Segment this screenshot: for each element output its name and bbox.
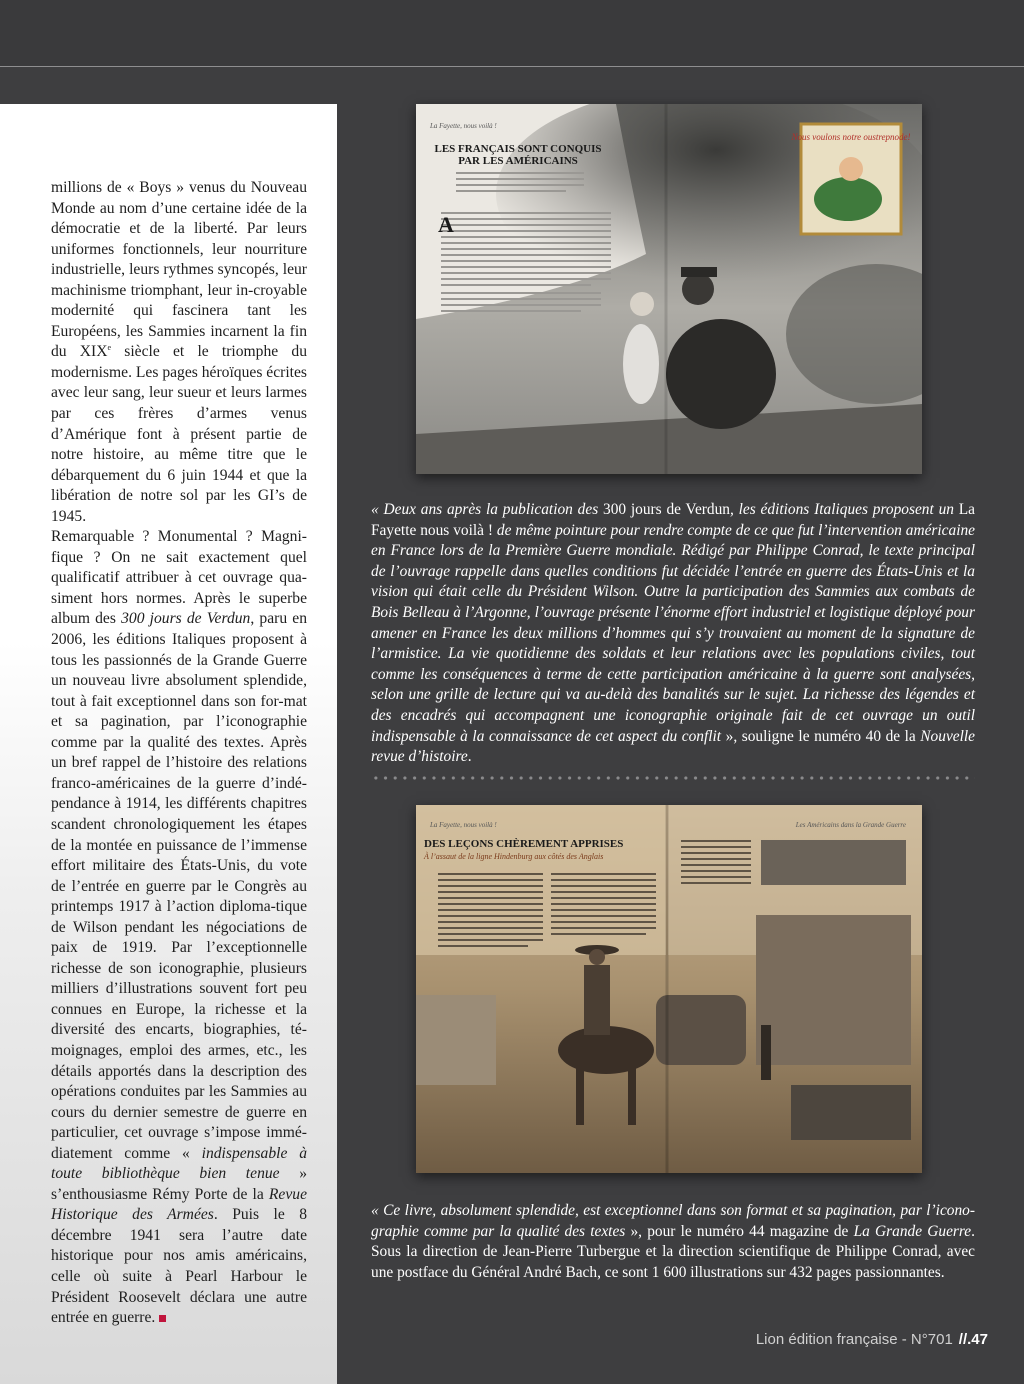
book-spread-photo-grande-guerre — [416, 805, 922, 1173]
folio-separator: // — [958, 1331, 968, 1348]
book-spread-illustration — [416, 104, 922, 474]
inset-photo-soldiers — [791, 1085, 911, 1140]
caption-la-fayette: « Deux ans après la publication des 300 jours de Verdun, les éditions Italiques proposent un La Fayette nous voilà ! de même pointure pour rendre compte de ce que fut l’intervention américaine en France lors de la Première Guerre mondiale. Rédigé par Philippe Conrad, le texte principal de l’ouvrage rappelle dans quelles conditions fut décidée l’entrée en guerre des États-Unis et la vision qui était celle du Président Wilson. Outre la participation des Sammies aux combats de Bois Belleau à l’Argonne, l’ouvrage présente l’énorme effort industriel et logistique déployé pour amener en France les deux millions d’hommes qui s’y trouvaient au moment de la signature de l’armistice. La vie quotidienne des soldats et leur relations avec les populations civiles, tout comme les conséquences à terme de cette participation américaine à la guerre sont analysées, selon une grille de lecture qui va au-delà des banalités sur le sujet. La richesse des légendes et des encadrés qui accompagnent une iconographie originale fait de cet ouvrage un outil indispensable à la connaissance de cet aspect du conflit », souligne le numéro 40 de la Nouvelle revue d’histoire. — [371, 501, 976, 766]
poster-slogan: Nous voulons notre oustrepnode! — [791, 132, 911, 142]
page-number: .47 — [967, 1331, 988, 1348]
spread2-running-head-right: Les Américains dans la Grande Guerre — [795, 821, 906, 829]
article-paragraph-2: Remarquable ? Monumental ? Magni-fique ? On ne sait exactement quel qualificatif attribuer à cet ouvrage qua-siment hors normes. Après le superbe album des 300 jours de Verdun, paru en 2006, les éditions Italiques proposent à tous les passionnés de la Grande Guerre un nouveau livre absolument splendide, tout à fait exceptionnel dans son for-mat et sa pagination, par l’iconographie comme par la qualité des textes. Après un bref rappel de l’histoire des relations franco-américaines de la guerre d’indé-pendance à 1914, les différents chapitres scandent chronologiquement les étapes de la montée en puissance de l’immense effort militaire des États-Unis, du vote de l’entrée en guerre par le Congrès au printemps 1917 à l’action diploma-tique de Wilson pendant les négociations de paix de 1919. Par l’exceptionnelle richesse de son iconographie, plusieurs milliers d’illustrations souvent fort peu connues en Europe, la richesse et la diversité des encarts, biographies, té-moignages, emploi des armes, etc., les détails apportés dans la description des opérations conduites par les Sammies au cours du dernier semestre de guerre en particulier, cet ouvrage s’impose immé-diatement comme « indispensable à toute bibliothèque bien tenue » s’enthousiasme Rémy Porte de la Revue Historique des Armées. Puis le 8 décembre 1941 sera l’autre date historique pour nos amis américains, celle où suite à Pearl Harbour le Président Roosevelt déclara une autre entrée en guerre. — [51, 528, 308, 1327]
spread1-dropcap: A — [438, 212, 454, 237]
spread2-subtitle: À l’assaut de la ligne Hindenburg aux côtés des Anglais — [424, 852, 604, 861]
header-rule — [0, 66, 1024, 67]
page-footer — [756, 1331, 988, 1348]
spread1-title-line2: PAR LES AMÉRICAINS — [458, 155, 578, 167]
header-band — [0, 0, 1024, 66]
book-spread-photo-la-fayette — [416, 104, 922, 474]
inset-photo-tank — [761, 840, 906, 885]
caption-grande-guerre: « Ce livre, absolument splendide, est exceptionnel dans son format et sa pagination, par l’iconographie comme par la qualité des textes », pour le numéro 44 magazine de La Grande Guerre. Sous la direction de Jean-Pierre Turbergue et la direction scientifique de Philippe Conrad, avec une postface du Général André Bach, ce sont 1 600 illustrations sur 432 pages passionnantes. — [371, 1202, 975, 1281]
article-paragraph-1: millions de « Boys » venus du Nouveau Monde au nom d’une certaine idée de la démocratie et de la liberté. Par leurs uniformes fonctionnels, leur nourriture industrielle, leurs rythmes syncopés, leur machinisme triomphant, leur in-croyable modernité qui fascinera tant les Européens, les Sammies incarnent la fin du XIXe siècle et le triomphe du modernisme. Les pages héroïques écrites avec leur sang, leur sueur et leurs larmes par ces frères d’armes venus d’Amérique font à présent partie de notre histoire, au même titre que le débarquement du 6 juin 1944 et que la libération de notre sol par les GI’s de 1945. — [51, 179, 307, 525]
spread1-title-line1: LES FRANÇAIS SONT CONQUIS — [434, 143, 602, 155]
article-body — [51, 178, 307, 1329]
publication-name: Lion édition française - N°701 — [755, 1331, 953, 1348]
end-of-article-mark — [159, 1315, 166, 1322]
inset-photo-ruins — [756, 915, 911, 1065]
spread2-running-head-left: La Fayette, nous voilà ! — [430, 821, 497, 829]
book-spread-illustration — [416, 805, 922, 1173]
spread2-title: DES LEÇONS CHÈREMENT APPRISES — [424, 838, 624, 850]
spread1-running-head: La Fayette, nous voilà ! — [430, 122, 497, 130]
dotted-separator — [371, 776, 975, 780]
